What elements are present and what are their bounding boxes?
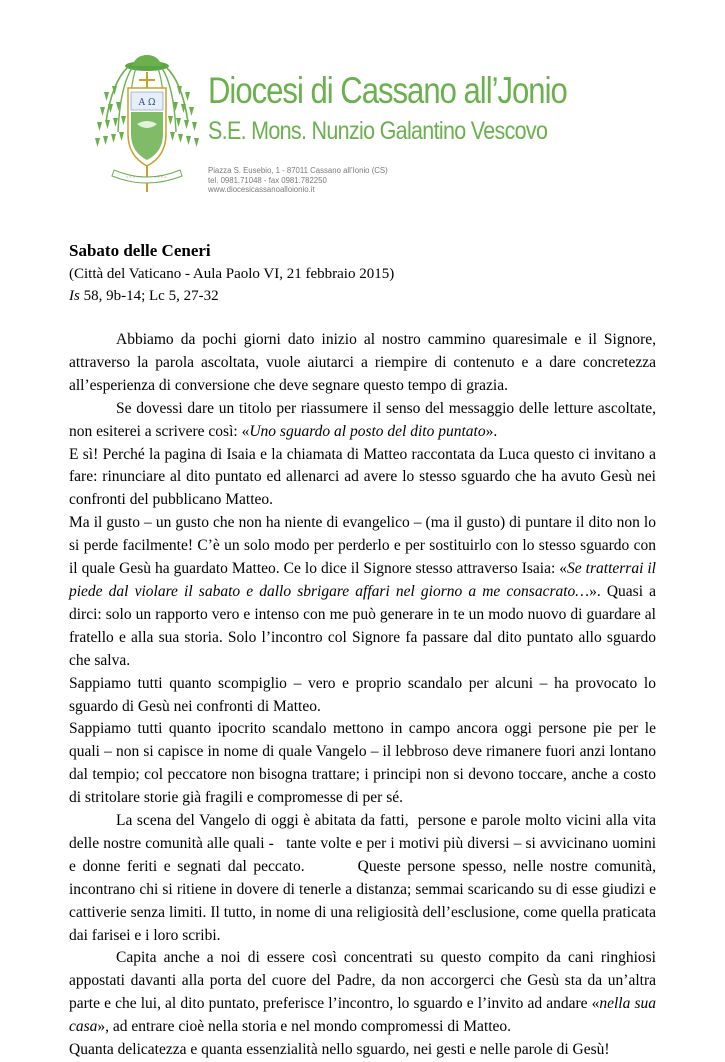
paragraph (69, 512, 656, 672)
paragraph-text: », ad entrare cioè nella storia e nel mondo compromessi di Matteo. (97, 1018, 512, 1036)
crest-letters: A Ω (138, 98, 156, 108)
paragraph: Abbiamo da pochi giorni dato inizio al nostro cammino quaresimale e il Signore, attraverso la parola ascoltata, vuole aiutarci a riempire di contenuto e a dare concretezza all’esperienza di conversione che deve segnare questo tempo di grazia. (69, 331, 656, 394)
occasion-line: (Città del Vaticano - Aula Paolo VI, 21 febbraio 2015) (69, 266, 395, 282)
website: www.diocesicassanoalloionio.it (208, 185, 315, 195)
address: Piazza S. Eusebio, 1 - 87011 Cassano all’Ionio (CS) (208, 166, 388, 175)
paragraph-text: ». Quasi a dirci: solo un rapporto vero e intenso con me può generare in te un modo nuovo di guardare al fratello e alla sua storia. Solo l’incontro col Signore fa passare dal dito puntato allo sguardo che salva. (69, 582, 656, 669)
episcopal-crest-icon (92, 52, 202, 197)
document-title: Sabato delle Ceneri (69, 241, 211, 260)
contact-info (208, 166, 388, 195)
paragraph-text: ». (485, 422, 498, 440)
paragraph: Quanta delicatezza e quanta essenzialità nello sguardo, nei gesti e nelle parole di Gesù! (69, 1041, 610, 1059)
reading-refs: 58, 9b-14; Lc 5, 27-32 (79, 288, 219, 304)
paragraph (69, 947, 656, 1039)
reading-book: Is (69, 288, 80, 304)
readings-line (69, 288, 219, 305)
paragraph-text: Capita anche a noi di essere così concentrati su questo compito da cani ringhiosi appostati davanti alla porta del cuore del Padre, da non accorgerci che Gesù sta da un’altra parte e che lui, al dito puntato, preferisce l’incontro, lo sguardo e l’invito ad andare « (69, 949, 656, 1013)
homily-body (69, 329, 660, 1062)
paragraph-text: Se dovessi dare un titolo per riassumere il senso del messaggio delle letture ascoltate, non esiterei a scrivere così: « (69, 399, 656, 440)
paragraph-quote: nella sua casa (69, 995, 656, 1036)
paragraph: Sappiamo tutti quanto ipocrito scandalo mettono in campo ancora oggi persone pie per le quali – non si capisce in nome di quale Vangelo – il lebbroso deve rimanere fuori anzi lontano dal tempio; col peccatore non bisogna trattare; i principi non si devono toccare, anche a costo di stritolare storie già fragili e compromesse di per sé. (69, 720, 656, 807)
paragraph (69, 398, 656, 444)
paragraph: Sappiamo tutti quanto scompiglio – vero e proprio scandalo per alcuni – ha provocato lo sguardo di Gesù nei confronti di Matteo. (69, 674, 656, 715)
paragraph-quote: Uno sguardo al posto del dito puntato (249, 422, 486, 440)
paragraph-quote: Se tratterrai il piede dal violare il sabato e dallo sbrigare affari nel giorno a me consacrato… (69, 560, 656, 600)
paragraph: La scena del Vangelo di oggi è abitata da fatti, persone e parole molto vicini alla vita delle nostre comunità alle quali - tante volte e per i motivi più diversi – si avvicinano uomini e donne feriti e segnati dal peccato. Queste persone spesso, nelle nostre comunità, incontrano chi si ritiene in dovere di tenerle a distanza; semmai scaricando su di esse giudizi e cattiverie senza limiti. Il tutto, in nome di una religiosità dell’esclusione, come quella praticata dai farisei e i loro scribi. (69, 812, 660, 944)
letterhead (92, 52, 652, 197)
diocese-name: Diocesi di Cassano all’Jonio (208, 70, 567, 111)
bishop-name: S.E. Mons. Nunzio Galantino Vescovo (208, 117, 548, 145)
paragraph-text: Ma il gusto – un gusto che non ha niente di evangelico – (ma il gusto) di puntare il dito non lo si perde facilmente! C’è un solo modo per perderlo e per sostituirlo con lo stesso sguardo con il quale Gesù ha guardato Matteo. Ce lo dice il Signore stesso attraverso Isaia: « (69, 514, 656, 578)
paragraph: E sì! Perché la pagina di Isaia e la chiamata di Matteo raccontata da Luca questo ci invitano a fare: rinunciare al dito puntato ed allenarci ad avere lo stesso sguardo che ha avuto Gesù nei confronti del pubblicano Matteo. (69, 445, 656, 509)
phone-fax: tel. 0981.71048 - fax 0981.782250 (208, 175, 327, 185)
